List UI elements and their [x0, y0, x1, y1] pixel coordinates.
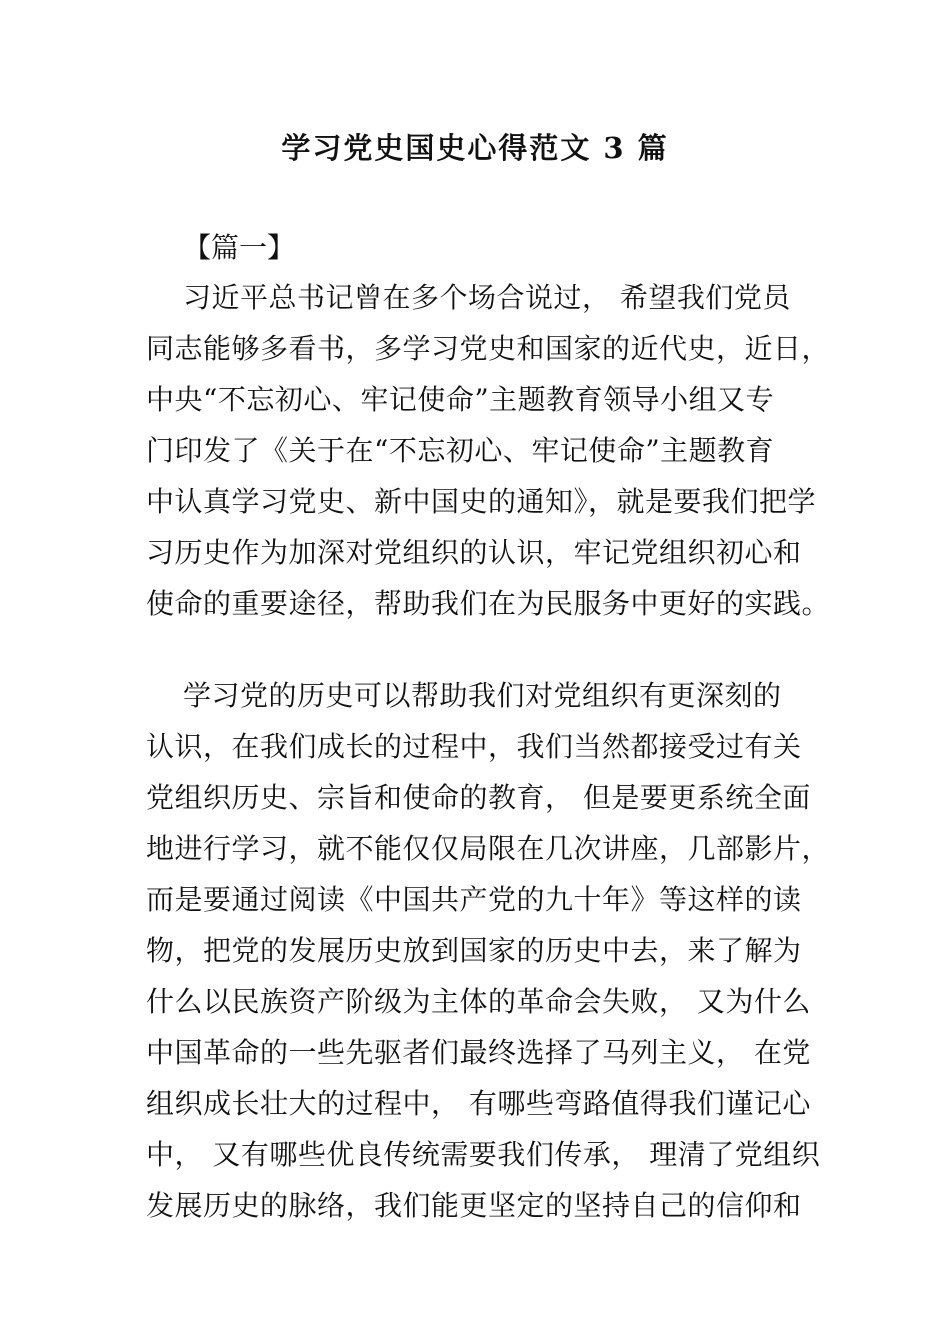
paragraph-line: 学习党的历史可以帮助我们对党组织有更深刻的 — [183, 679, 782, 712]
paragraph-line: 中央“不忘初心、牢记使命”主题教育领导小组又专 — [146, 383, 775, 416]
paragraph-line: 中， 又有哪些优良传统需要我们传承， 理清了党组织 — [146, 1138, 821, 1171]
paragraph-line: 使命的重要途径，帮助我们在为民服务中更好的实践。 — [146, 587, 831, 620]
paragraph-line: 物，把党的发展历史放到国家的历史中去，来了解为 — [146, 934, 802, 967]
paragraph-line: 地进行学习，就不能仅仅局限在几次讲座，几部影片， — [146, 832, 831, 865]
paragraph-line: 习近平总书记曾在多个场合说过， 希望我们党员 — [183, 281, 791, 314]
section-heading: 【篇一】 — [183, 231, 296, 264]
paragraph-line: 而是要通过阅读《中国共产党的九十年》等这样的读 — [146, 883, 802, 916]
paragraph-line: 组织成长壮大的过程中， 有哪些弯路值得我们谨记心 — [146, 1087, 811, 1120]
paragraph-line: 同志能够多看书，多学习党史和国家的近代史，近日， — [146, 332, 831, 365]
paragraph-line: 中国革命的一些先驱者们最终选择了马列主义， 在党 — [146, 1036, 811, 1069]
paragraph-line: 习历史作为加深对党组织的认识，牢记党组织初心和 — [146, 536, 802, 569]
paragraph-line: 发展历史的脉络，我们能更坚定的坚持自己的信仰和 — [146, 1189, 802, 1222]
paragraph-line: 党组织历史、宗旨和使命的教育， 但是要更系统全面 — [146, 781, 811, 814]
paragraph-line: 什么以民族资产阶级为主体的革命会失败， 又为什么 — [146, 985, 811, 1018]
paragraph-line: 认识，在我们成长的过程中，我们当然都接受过有关 — [146, 730, 802, 763]
paragraph-line: 门印发了《关于在“不忘初心、牢记使命”主题教育 — [146, 434, 775, 467]
document-title: 学习党史国史心得范文 3 篇 — [281, 131, 669, 165]
paragraph-line: 中认真学习党史、新中国史的通知》，就是要我们把学 — [146, 485, 817, 518]
